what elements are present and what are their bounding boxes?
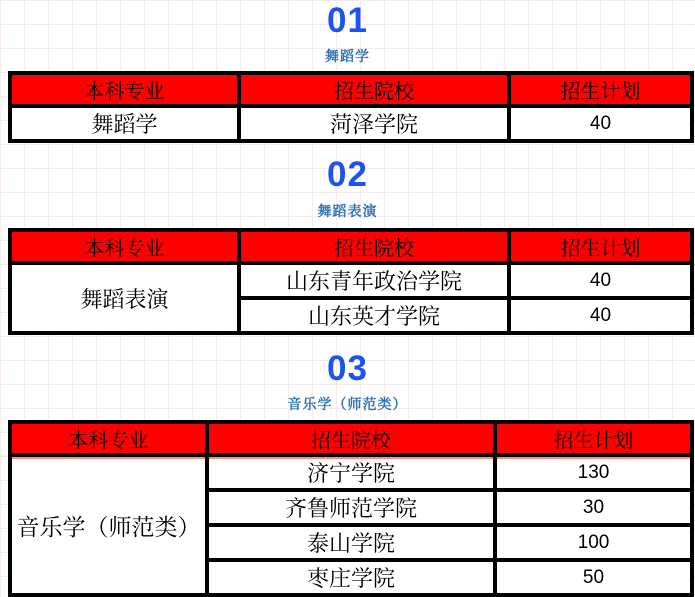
col-header-plan: 招生计划 <box>495 422 692 455</box>
col-header-major: 本科专业 <box>10 422 207 455</box>
plan-cell: 130 <box>495 455 692 490</box>
section-3-subtitle: 音乐学（师范类） <box>287 396 408 412</box>
plan-cell: 30 <box>495 490 692 525</box>
col-header-plan: 招生计划 <box>509 73 692 106</box>
major-cell: 音乐学（师范类） <box>10 455 207 595</box>
table-header-row <box>10 422 692 455</box>
table-header-row <box>10 230 692 263</box>
section-2-subtitle: 舞蹈表演 <box>317 203 378 219</box>
table-row <box>10 106 692 141</box>
table-row <box>10 263 692 298</box>
major-cell: 舞蹈表演 <box>10 263 239 333</box>
school-cell: 山东英才学院 <box>239 298 509 333</box>
col-header-major: 本科专业 <box>10 73 239 106</box>
table-row <box>10 455 692 490</box>
section-1-subtitle: 舞蹈学 <box>325 48 370 64</box>
school-cell: 菏泽学院 <box>239 106 509 141</box>
table-header-row <box>10 73 692 106</box>
plan-cell: 100 <box>495 525 692 560</box>
col-header-plan: 招生计划 <box>509 230 692 263</box>
plan-cell: 40 <box>509 298 692 333</box>
admissions-table-1 <box>8 71 694 143</box>
school-cell: 齐鲁师范学院 <box>207 490 495 525</box>
school-cell: 泰山学院 <box>207 525 495 560</box>
col-header-school: 招生院校 <box>239 73 509 106</box>
col-header-school: 招生院校 <box>239 230 509 263</box>
section-3-number: 03 <box>327 349 368 388</box>
section-2-number: 02 <box>327 155 368 194</box>
col-header-school: 招生院校 <box>207 422 495 455</box>
admissions-table-3 <box>8 420 694 597</box>
plan-cell: 40 <box>509 263 692 298</box>
plan-cell: 50 <box>495 560 692 595</box>
col-header-major: 本科专业 <box>10 230 239 263</box>
plan-cell: 40 <box>509 106 692 141</box>
major-cell: 舞蹈学 <box>10 106 239 141</box>
admissions-table-2 <box>8 228 694 335</box>
school-cell: 枣庄学院 <box>207 560 495 595</box>
school-cell: 济宁学院 <box>207 455 495 490</box>
school-cell: 山东青年政治学院 <box>239 263 509 298</box>
section-1-number: 01 <box>327 1 368 40</box>
